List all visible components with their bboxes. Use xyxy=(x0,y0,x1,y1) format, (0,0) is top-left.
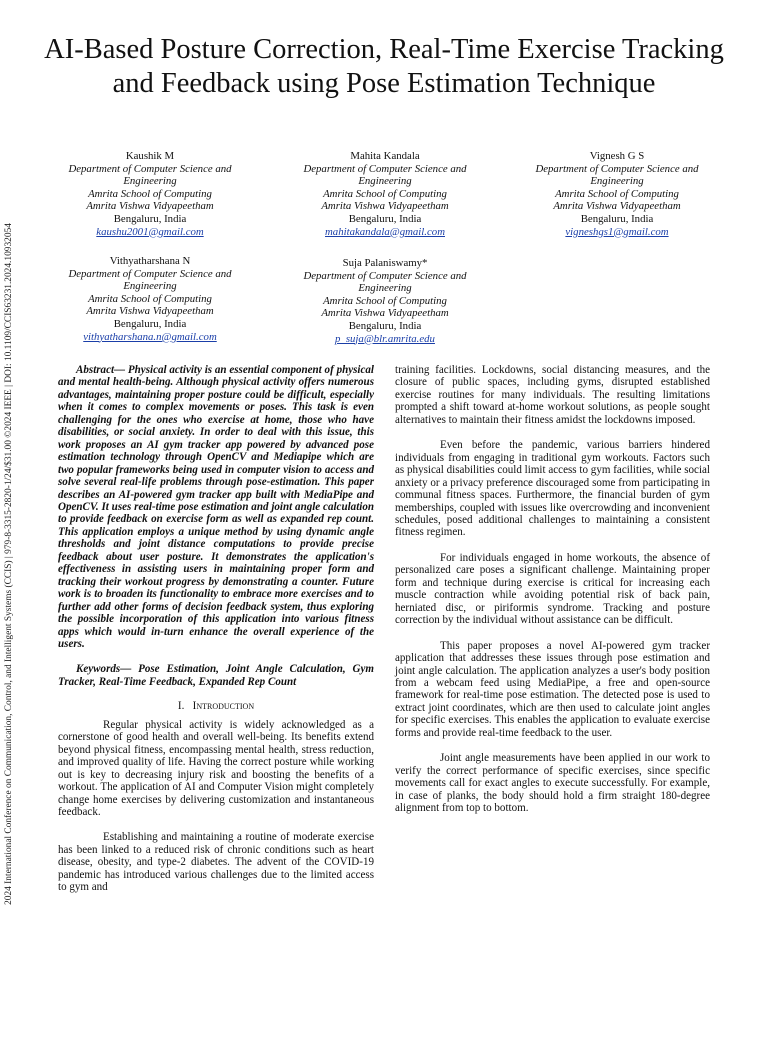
author-2 xyxy=(276,150,494,238)
author-city: Bengaluru, India xyxy=(348,319,422,332)
author-univ: Amrita Vishwa Vidyapeetham xyxy=(321,200,449,213)
author-name: Vithyatharshana N xyxy=(109,255,191,267)
author-school: Amrita School of Computing xyxy=(555,187,679,200)
author-univ: Amrita Vishwa Vidyapeetham xyxy=(86,200,214,213)
author-school: Amrita School of Computing xyxy=(323,294,447,307)
intro-paragraph-2: Establishing and maintaining a routine of moderate exercise has been linked to a reduced risk of chronic conditions such as heart disease, obesity, and type-2 diabetes. The advent of the COVID-19 pandemic has introduced various challenges due to the limited access to gym and xyxy=(58,831,374,894)
author-school: Amrita School of Computing xyxy=(323,187,447,200)
paper-title: AI-Based Posture Correction, Real-Time Exercise Tracking and Feedback using Pose Estimation Technique xyxy=(44,34,724,99)
author-school: Amrita School of Computing xyxy=(88,292,212,305)
author-school: Amrita School of Computing xyxy=(88,187,212,200)
author-name: Mahita Kandala xyxy=(350,150,420,162)
side-identifier: 2024 International Conference on Communication, Control, and Intelligent Systems (CCIS) | 979-8-3315-2820-1/24/$31.00 ©2024 IEEE | DOI: 10.1109/CCIS63231.2024.10932054 xyxy=(4,223,14,905)
author-city: Bengaluru, India xyxy=(113,317,187,330)
author-dept: Department of Computer Science and Engineering xyxy=(303,162,467,188)
intro-paragraph-3: training facilities. Lockdowns, social distancing measures, and the closure of public spaces, including gyms, disrupted established exercise routines for many individuals. The resulting limitations prompted a shift toward at-home workout solutions, as people sought alternatives to maintain their fitness amidst the lockdowns imposed. xyxy=(395,364,710,426)
section-number: I. xyxy=(177,700,185,713)
author-univ: Amrita Vishwa Vidyapeetham xyxy=(553,200,681,213)
author-city: Bengaluru, India xyxy=(348,212,422,225)
author-univ: Amrita Vishwa Vidyapeetham xyxy=(86,305,214,318)
author-email-link[interactable]: kaushu2001@gmail.com xyxy=(96,225,204,238)
author-name: Vignesh G S xyxy=(589,150,645,162)
author-3 xyxy=(508,150,726,238)
left-column xyxy=(58,364,374,894)
intro-paragraph-1: Regular physical activity is widely acknowledged as a cornerstone of good health and overall well-being. Its benefits extend beyond physical fitness, encompassing mental health, stress reduction, and improved quality of life. Having the correct posture while working out is key to decreasing injury risk and boosting the benefits of a workout. The application of AI and Computer Vision might completely change home exercises by delivering customization and instantaneous feedback. xyxy=(58,718,374,818)
abstract: Abstract— Physical activity is an essential component of physical and mental health-being. Although physical activity offers numerous advantages, maintaining proper posture could be difficult, especially when it comes to complex movements or poses. This task is even challenging for the ones who exercise at home, those who have disabilities, or social anxiety. In order to deal with this issue, this work proposes an AI gym tracker app powered by advanced pose estimation technology through OpenCV and Mediapipe which are two popular frameworks being used in computer vision to access and solve several real-life problems through pose-estimation. This paper describes an AI-powered gym tracker app built with MediaPipe and OpenCV. It uses real-time pose estimation and joint angle calculation to provide feedback on exercise form as well as expanded rep count. This application employs a unique method by using dynamic angle thresholds and joint distance computations to provide precise feedback about user posture. It demonstrates the application's effectiveness in assisting users in maintaining proper form and tracking their workout progress by demonstrating a counter. Future work is to broaden its functionality to embrace more exercises and to further add other forms of decision feedback system, thus exploring the possible incorporation of this application into various fitness apps which would in-turn enhance the overall experience of the users. xyxy=(58,364,374,650)
author-city: Bengaluru, India xyxy=(580,212,654,225)
section-title: Introduction xyxy=(192,700,255,713)
keywords: Keywords— Pose Estimation, Joint Angle Calculation, Gym Tracker, Real-Time Feedback, Expanded Rep Count xyxy=(58,663,374,688)
author-4 xyxy=(41,255,259,343)
author-1 xyxy=(41,150,259,238)
author-email-link[interactable]: vigneshgs1@gmail.com xyxy=(565,225,669,238)
author-dept: Department of Computer Science and Engineering xyxy=(68,267,232,293)
author-name: Suja Palaniswamy* xyxy=(342,257,428,269)
right-column xyxy=(395,364,710,815)
author-dept: Department of Computer Science and Engineering xyxy=(303,269,467,295)
author-email-link[interactable]: mahitakandala@gmail.com xyxy=(325,225,445,238)
author-email-link[interactable]: p_suja@blr.amrita.edu xyxy=(335,332,435,345)
author-dept: Department of Computer Science and Engineering xyxy=(68,162,232,188)
author-5 xyxy=(276,257,494,345)
author-dept: Department of Computer Science and Engineering xyxy=(535,162,699,188)
author-city: Bengaluru, India xyxy=(113,212,187,225)
intro-paragraph-6: This paper proposes a novel AI-powered gym tracker application that addresses these issues through pose estimation and joint angle calculation. The application analyzes a user's body position from a webcam feed using MediaPipe, a free and open-source framework for real-time pose estimation. The detected pose is used to extract joint coordinates, which are then used to calculate joint angles for specific exercises. This enables the application to evaluate exercise forms and provide real-time feedback to the user. xyxy=(395,639,710,739)
intro-paragraph-4: Even before the pandemic, various barriers hindered individuals from engaging in traditional gym workouts. Factors such as physical disabilities could limit access to gym facilities, while social anxiety or a privacy preference discouraged some from participating in communal fitness spaces. Furthermore, the financial burden of gym memberships, coupled with issues like overcrowding and inconvenient schedules, posed additional challenges to maintaining a consistent fitness regimen. xyxy=(395,439,710,539)
intro-paragraph-7: Joint angle measurements have been applied in our work to verify the correct performance of specific exercises, since specific movements call for exact angles to execute successfully. For example, in case of planks, the body should hold a firm straight 180-degree alignment from top to bottom. xyxy=(395,752,710,815)
section-heading-introduction xyxy=(58,700,374,712)
author-name: Kaushik M xyxy=(125,150,175,162)
author-univ: Amrita Vishwa Vidyapeetham xyxy=(321,307,449,320)
author-email-link[interactable]: vithyatharshana.n@gmail.com xyxy=(83,330,217,343)
intro-paragraph-5: For individuals engaged in home workouts, the absence of personalized care poses a significant challenge. Maintaining proper form and technique during exercise is critical for increasing each muscle contraction while avoiding potential risk of back pain, herniated disc, or piriformis syndrome. Tracking and posture correction by the individual without assistance can be difficult. xyxy=(395,551,710,627)
